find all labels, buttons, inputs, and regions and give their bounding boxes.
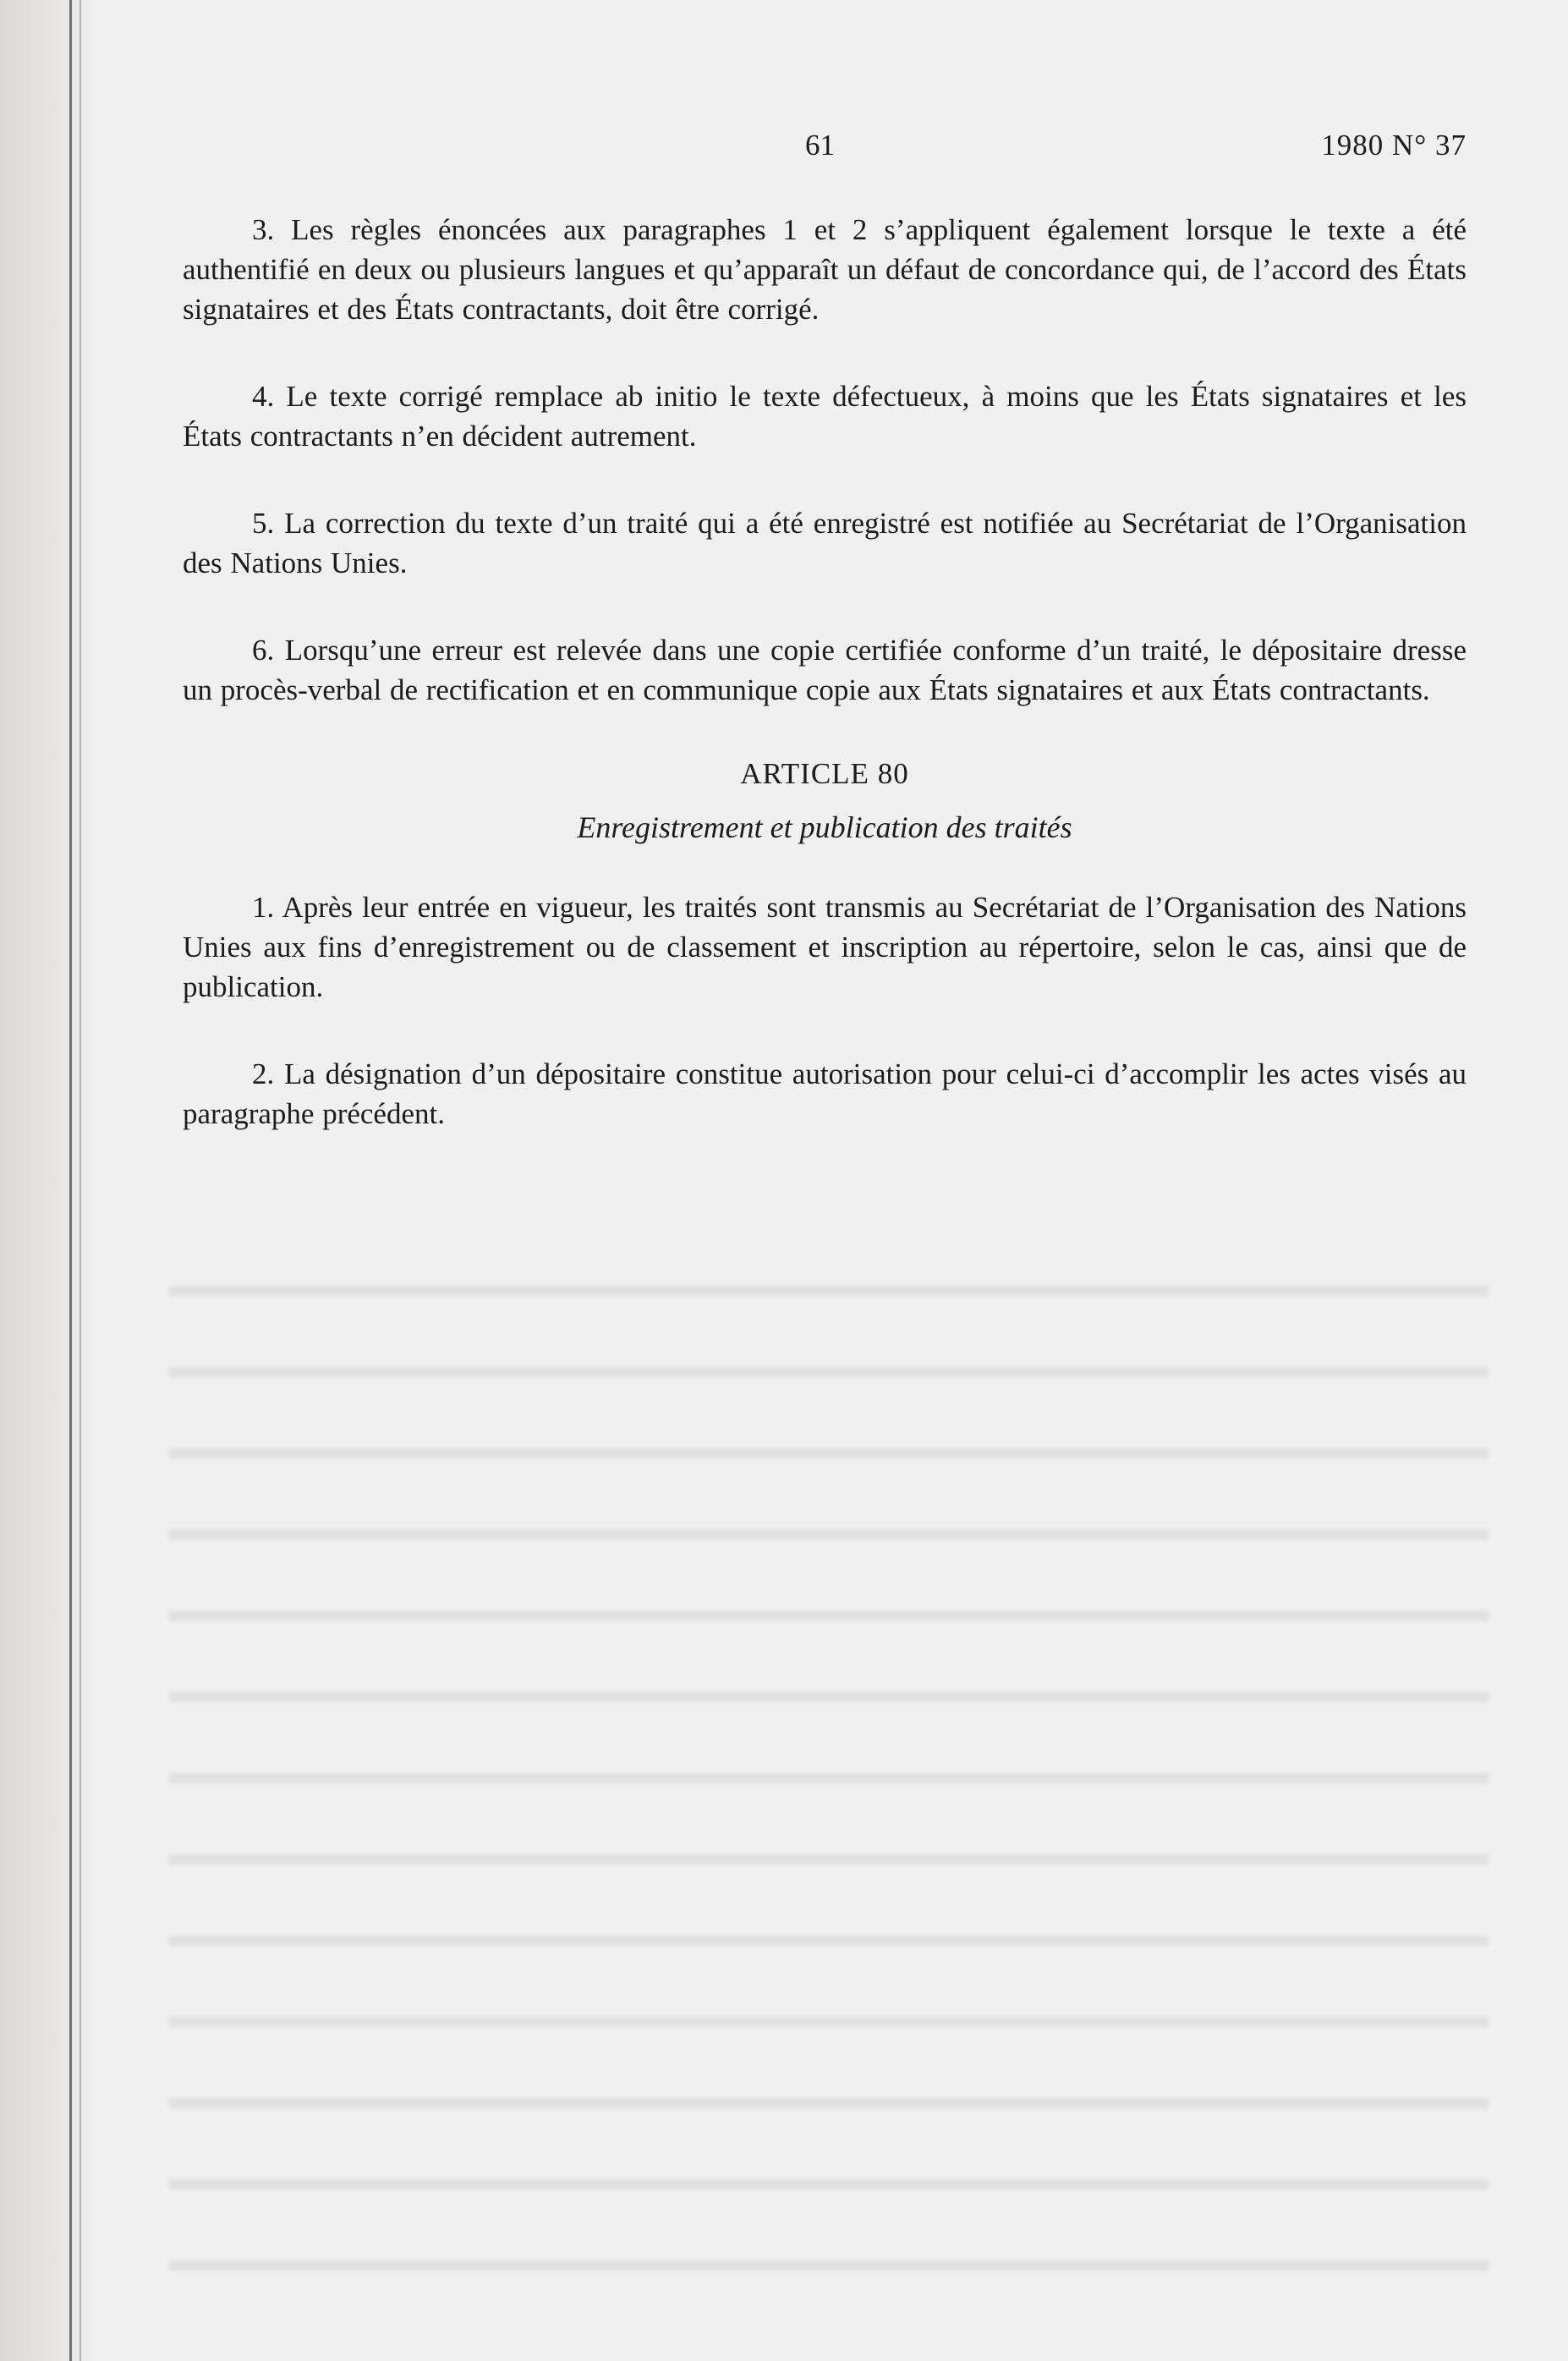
- article-subtitle: Enregistrement et publication des traités: [577, 810, 1072, 844]
- paragraph-3: 3. Les règles énoncées aux paragraphes 1 et 2 s’appliquent également lorsque le texte a été authentifié en deux ou plusieurs langues et qu’apparaît un défaut de concordance qui, de l’accord des États signataires et des États contractants, doit être corrigé.: [183, 213, 1467, 326]
- article-heading: ARTICLE 80: [740, 757, 909, 790]
- paragraph-5: 5. La correction du texte d’un traité qui a été enregistré est notifiée au Secrétariat de l’Organisation des Nations Unies.: [183, 507, 1467, 579]
- show-through-texture: [169, 1252, 1489, 2309]
- article-80-paragraph-2: 2. La désignation d’un dépositaire constitue autorisation pour celui-ci d’accomplir les actes visés au paragraphe précédent.: [183, 1057, 1467, 1130]
- article-80-paragraph-1: 1. Après leur entrée en vigueur, les traités sont transmis au Secrétariat de l’Organisation des Nations Unies aux fins d’enregistrement ou de classement et inscription au répertoire, selon le cas, ainsi que de publication.: [183, 891, 1467, 1003]
- page-number: 61: [805, 129, 835, 162]
- binding-line: [69, 0, 72, 2361]
- treaty-reference: 1980 N° 37: [1321, 129, 1467, 162]
- page-binding-edge: [0, 0, 93, 2361]
- binding-line: [79, 0, 81, 2361]
- paragraph-4: 4. Le texte corrigé remplace ab initio le texte défectueux, à moins que les États signataires et les États contractants n’en décident autrement.: [183, 380, 1467, 453]
- page-header: [0, 129, 1568, 179]
- paragraph-6: 6. Lorsqu’une erreur est relevée dans une copie certifiée conforme d’un traité, le dépositaire dresse un procès-verbal de rectification et en communique copie aux États signataires et aux États contractants.: [183, 634, 1467, 706]
- document-body: [183, 210, 1467, 1181]
